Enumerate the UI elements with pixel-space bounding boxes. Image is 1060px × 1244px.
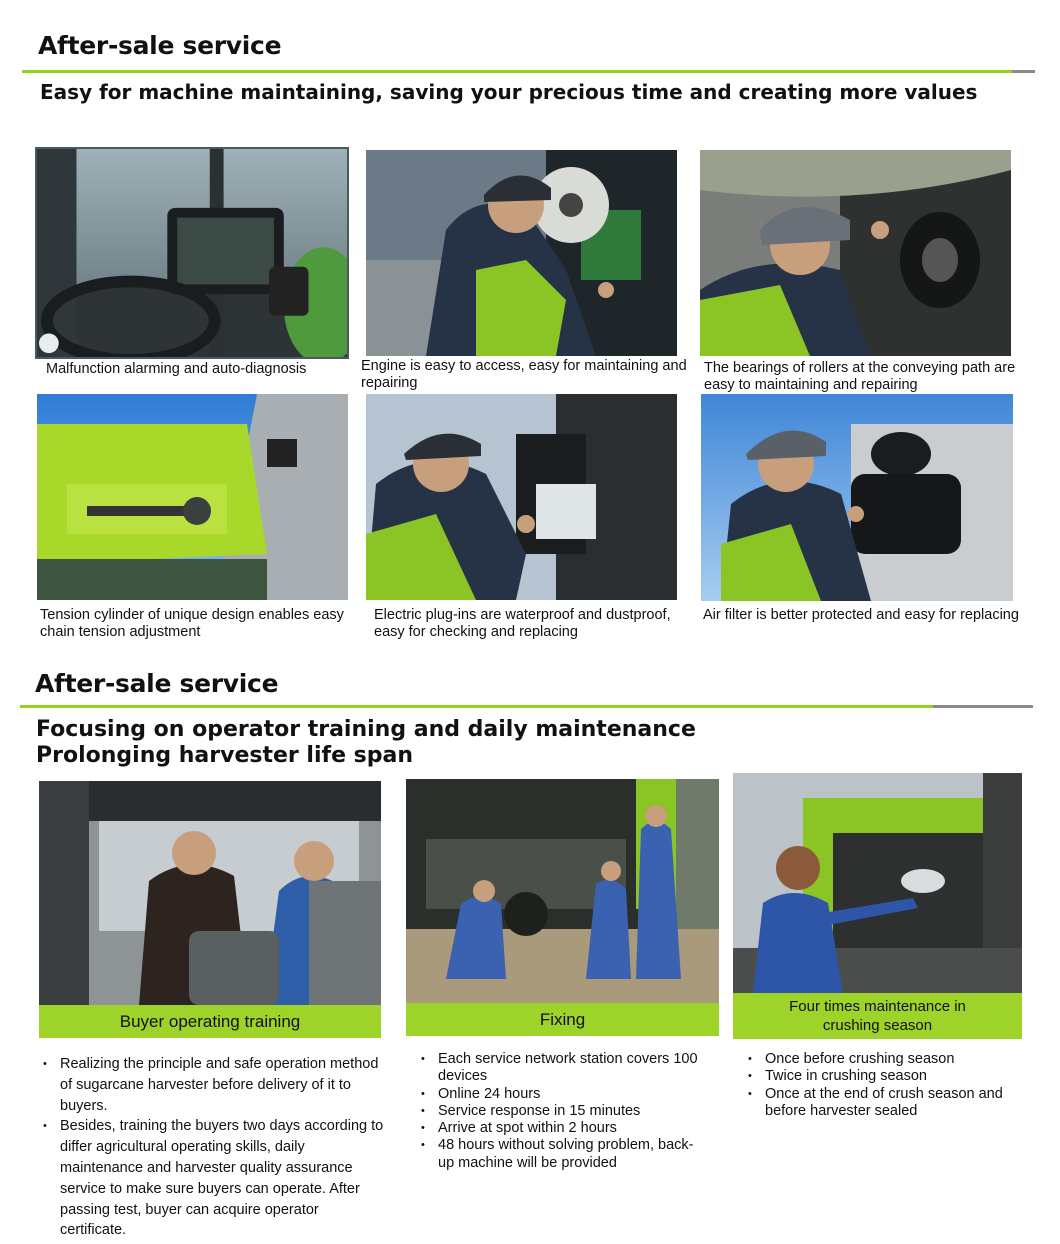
label-four-times [733,993,1022,1039]
list-item: • Besides, training the buyers two days according to differ agricultural operating skills, daily maintenance and harvester quality assurance service to make sure buyers can operate. After passing test, buyer can acquire operator certificate. [39,1116,384,1241]
title-rule-gray [1012,70,1035,73]
section-title: After-sale service [38,31,282,60]
title-rule-green [22,70,1012,73]
caption-malfunction: Malfunction alarming and auto-diagnosis [46,361,307,377]
list-item: • Realizing the principle and safe operation method of sugarcane harvester before delivery of it to buyers. [39,1054,384,1116]
list-item: • Twice in crushing season [744,1068,1029,1085]
photo-field-fixing [406,779,719,1003]
list-item: • 48 hours without solving problem, back-up machine will be provided [417,1137,707,1172]
caption-bearings: The bearings of rollers at the conveying path are easy to maintaining and repairing [704,360,1016,393]
section-title-2: After-sale service [35,669,279,698]
bullets-fixing [417,1051,707,1172]
label-text: Fixing [539,1009,586,1029]
caption-engine: Engine is easy to access, easy for maintaining and repairing [361,358,687,391]
photo-washing-machine [733,773,1022,993]
caption-air-filter: Air filter is better protected and easy for replacing [703,607,1019,623]
photo-technician-air-filter [701,394,1013,601]
list-item: • Online 24 hours [417,1086,707,1103]
list-item: • Each service network station covers 100 devices [417,1051,707,1086]
section-subtitle: Easy for machine maintaining, saving your precious time and creating more values [40,80,978,104]
bullets-maintenance [744,1051,1029,1120]
photo-cab-display [35,147,349,359]
label-buyer-training [39,1005,381,1038]
label-text: Buyer operating training [119,1011,301,1031]
caption-plugins: Electric plug-ins are waterproof and dustproof, easy for checking and replacing [374,607,671,640]
bullets-training [39,1054,384,1241]
photo-tension-cylinder [37,394,348,600]
caption-tension: Tension cylinder of unique design enables easy chain tension adjustment [40,607,344,640]
list-item: • Once before crushing season [744,1051,1029,1068]
title-rule-gray-2 [933,705,1033,708]
label-fixing [406,1003,719,1036]
list-item: • Service response in 15 minutes [417,1103,707,1120]
list-item: • Once at the end of crush season and before harvester sealed [744,1086,1029,1121]
section-subtitle-line1: Focusing on operator training and daily maintenance [36,717,696,742]
photo-technician-bearings [700,150,1011,356]
label-text: Four times maintenance in crushing season [789,998,966,1034]
section-subtitle-line2: Prolonging harvester life span [36,743,414,768]
photo-technician-plugins [366,394,677,600]
title-rule-green-2 [20,705,933,708]
photo-technician-engine [366,150,677,356]
photo-cab-training [39,781,381,1005]
list-item: • Arrive at spot within 2 hours [417,1120,707,1137]
